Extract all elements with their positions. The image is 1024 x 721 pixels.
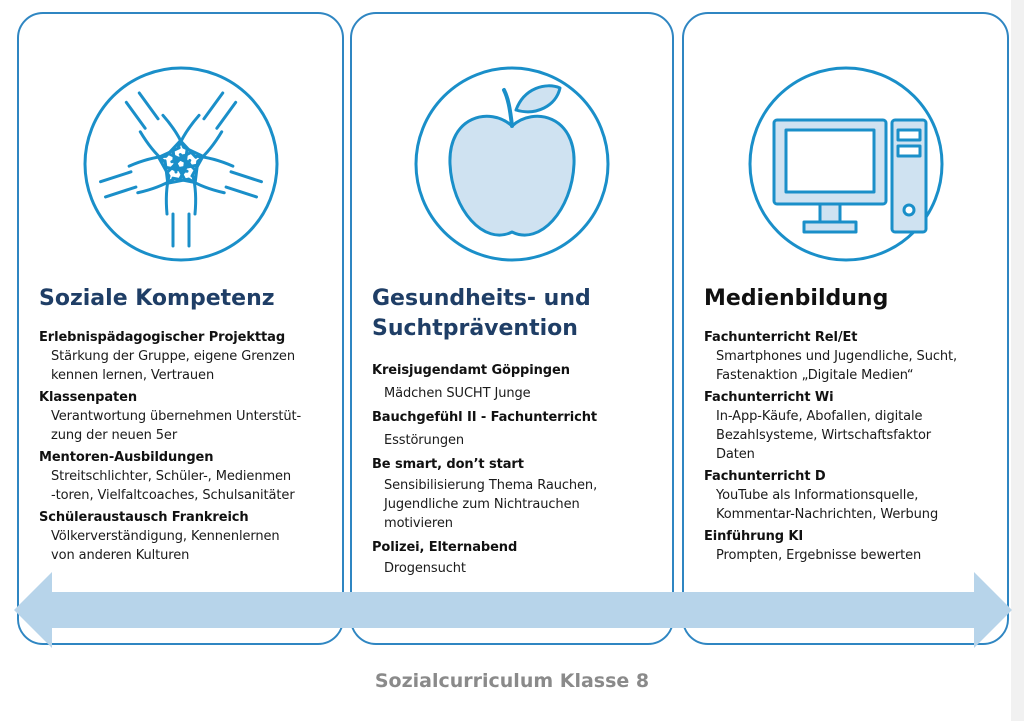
item-list bbox=[39, 329, 332, 569]
item-description: Verantwortung übernehmen Unterstüt- zung der neuen 5er bbox=[51, 409, 302, 443]
item-description: Prompten, Ergebnisse bewerten bbox=[716, 548, 922, 563]
hands-circle-icon bbox=[81, 64, 281, 264]
scrollbar-strip bbox=[1011, 0, 1024, 721]
diagram-caption: Sozialcurriculum Klasse 8 bbox=[374, 670, 650, 692]
item-description: In-App-Käufe, Abofallen, digitale Bezahlsysteme, Wirtschaftsfaktor Daten bbox=[716, 409, 932, 462]
panel-medienbildung bbox=[682, 12, 1009, 645]
item-heading: Schüleraustausch Frankreich bbox=[39, 510, 249, 525]
item-list bbox=[704, 329, 997, 569]
list-item bbox=[39, 389, 332, 445]
panel-gesundheit bbox=[350, 12, 674, 645]
item-description: Sensibilisierung Thema Rauchen, Jugendliche zum Nichtrauchen motivieren bbox=[384, 478, 598, 531]
item-description: Smartphones und Jugendliche, Sucht, Fastenaktion „Digitale Medien“ bbox=[716, 349, 958, 383]
item-heading: Bauchgefühl II - Fachunterricht bbox=[372, 410, 598, 425]
list-item bbox=[704, 329, 997, 385]
computer-icon bbox=[746, 64, 946, 264]
item-description: Völkerverständigung, Kennenlernen von anderen Kulturen bbox=[51, 529, 280, 563]
item-heading: Be smart, don’t start bbox=[372, 457, 524, 472]
item-list bbox=[372, 362, 662, 584]
item-heading: Mentoren-Ausbildungen bbox=[39, 450, 214, 465]
list-item bbox=[372, 409, 662, 450]
title-line-1: Gesundheits- und bbox=[372, 286, 591, 311]
panel-title: Soziale Kompetenz bbox=[39, 286, 275, 311]
item-heading: Polizei, Elternabend bbox=[372, 540, 518, 555]
list-item bbox=[372, 456, 662, 533]
item-heading: Kreisjugendamt Göppingen bbox=[372, 363, 570, 378]
title-line-2: Suchtprävention bbox=[372, 316, 578, 341]
list-item bbox=[39, 509, 332, 565]
item-heading: Fachunterricht Wi bbox=[704, 390, 834, 405]
item-description: Drogensucht bbox=[384, 561, 466, 576]
panel-title: Medienbildung bbox=[704, 286, 889, 311]
list-item bbox=[372, 362, 662, 403]
apple-icon bbox=[412, 64, 612, 264]
item-description: Streitschlichter, Schüler-, Medienmen -toren, Vielfaltcoaches, Schulsanitäter bbox=[51, 469, 295, 503]
list-item bbox=[704, 389, 997, 464]
item-description: Stärkung der Gruppe, eigene Grenzen kennen lernen, Vertrauen bbox=[51, 349, 295, 383]
item-heading: Erlebnispädagogischer Projekttag bbox=[39, 330, 286, 345]
list-item bbox=[704, 468, 997, 524]
item-heading: Klassenpaten bbox=[39, 390, 138, 405]
list-item bbox=[704, 528, 997, 565]
list-item bbox=[39, 329, 332, 385]
item-description: Mädchen SUCHT Junge bbox=[384, 386, 531, 401]
panel-title bbox=[372, 284, 658, 344]
double-arrow-icon bbox=[14, 572, 1012, 648]
item-description: Esstörungen bbox=[384, 433, 465, 448]
item-heading: Fachunterricht D bbox=[704, 469, 826, 484]
item-description: YouTube als Informationsquelle, Kommentar-Nachrichten, Werbung bbox=[716, 488, 939, 522]
item-heading: Fachunterricht Rel/Et bbox=[704, 330, 858, 345]
panel-soziale-kompetenz bbox=[17, 12, 344, 645]
list-item bbox=[39, 449, 332, 505]
item-heading: Einführung KI bbox=[704, 529, 804, 544]
